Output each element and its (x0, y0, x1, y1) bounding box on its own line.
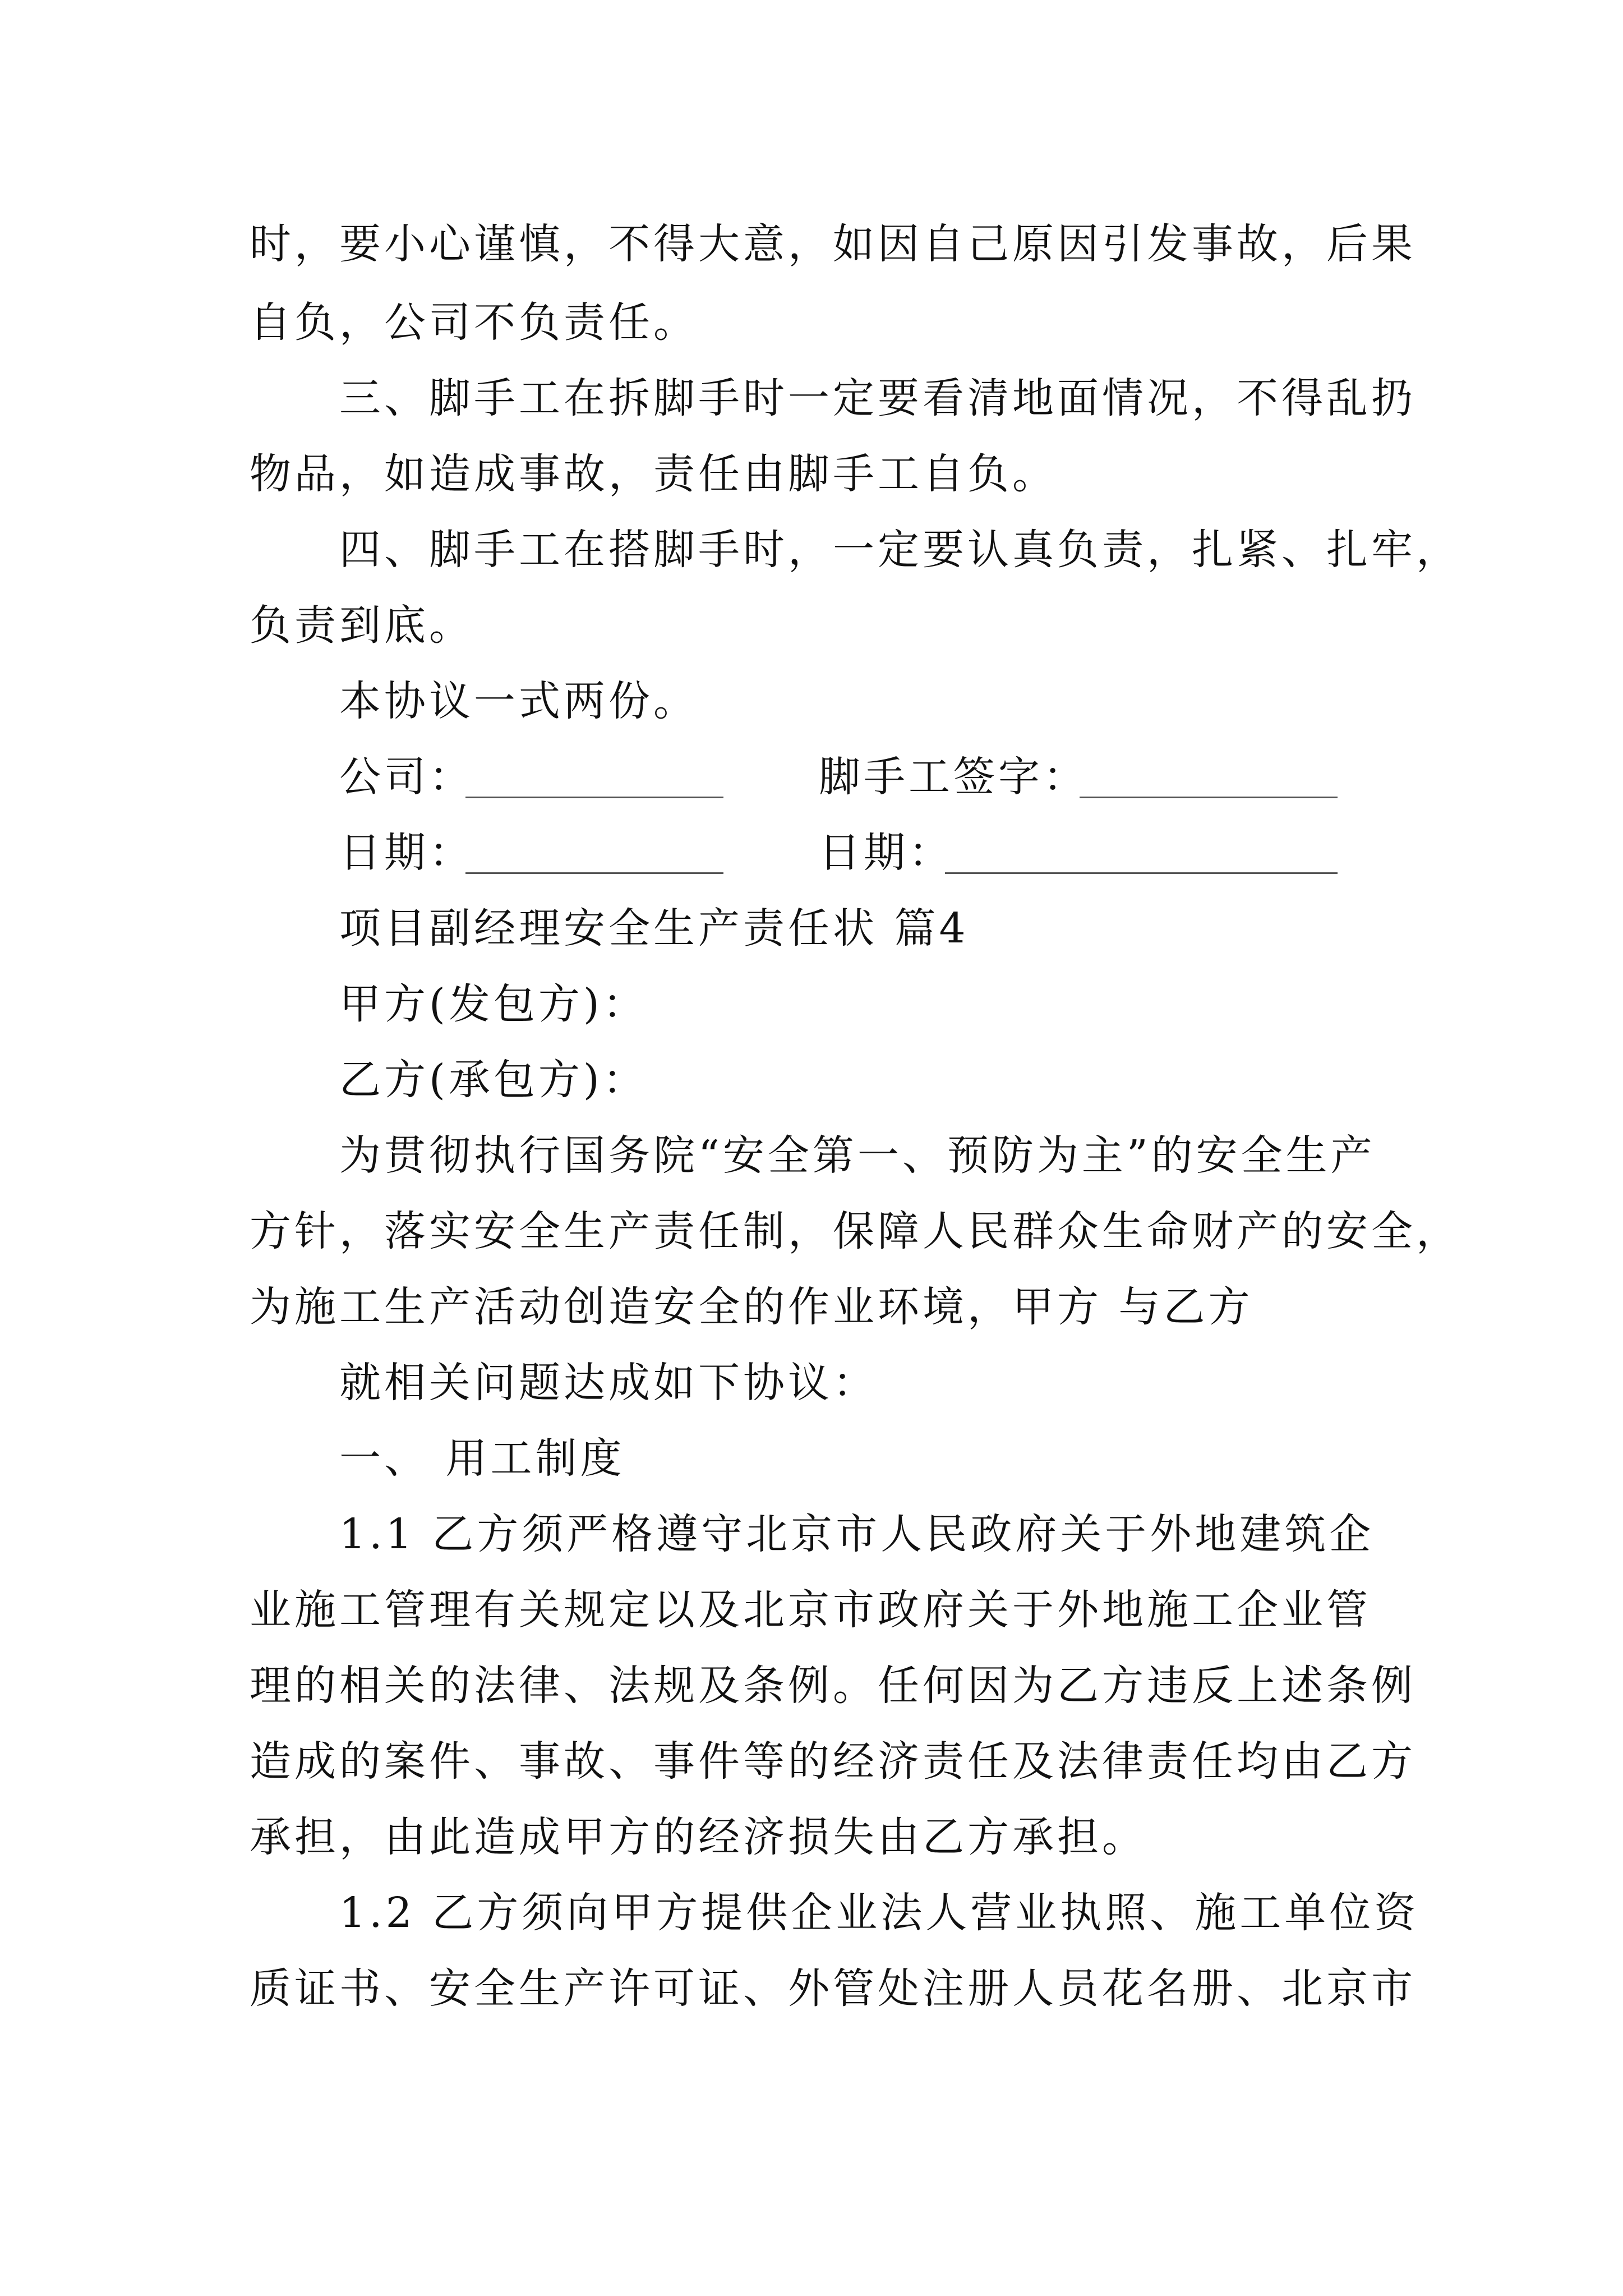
text-line: 物品，如造成事故，责任由脚手工自负。 (250, 450, 1057, 498)
body-line: 质证书、安全生产许可证、外管处注册人员花名册、北京市 (250, 1964, 1416, 2013)
worker-signature-label: 脚手工签字： (819, 753, 1088, 801)
date-line-right (945, 872, 1338, 874)
date-label-left: 日期： (339, 829, 474, 877)
party-a-label: 甲方(发包方)： (339, 980, 648, 1028)
body-line: 理的相关的法律、法规及条例。任何因为乙方违反上述条例 (250, 1662, 1416, 1710)
worker-signature-line (1080, 797, 1338, 798)
clause-heading: 一、 用工制度 (339, 1434, 625, 1483)
text-line: 自负，公司不负责任。 (250, 298, 698, 347)
body-line: 方针，落实安全生产责任制，保障人民群众生命财产的安全， (250, 1207, 1461, 1255)
text-line: 时，要小心谨慎，不得大意，如因自己原因引发事故，后果 (250, 220, 1416, 268)
body-line: 造成的案件、事故、事件等的经济责任及法律责任均由乙方 (250, 1737, 1416, 1786)
text-line: 负责到底。 (250, 601, 474, 650)
section-title: 项目副经理安全生产责任状 篇4 (339, 904, 969, 953)
body-line: 为施工生产活动创造安全的作业环境，甲方 与乙方 (250, 1283, 1253, 1331)
body-line: 就相关问题达成如下协议： (339, 1359, 878, 1407)
company-signature-line (465, 797, 723, 798)
company-label: 公司： (339, 753, 474, 801)
paragraph-item-three: 三、脚手工在拆脚手时一定要看清地面情况，不得乱扔 (339, 374, 1416, 422)
paragraph-item-four: 四、脚手工在搭脚手时，一定要认真负责，扎紧、扎牢， (339, 526, 1461, 574)
date-line-left (465, 872, 723, 874)
clause-1-1: 1.1 乙方须严格遵守北京市人民政府关于外地建筑企 (339, 1510, 1375, 1558)
clause-1-2: 1.2 乙方须向甲方提供企业法人营业执照、施工单位资 (339, 1889, 1419, 1937)
party-b-label: 乙方(承包方)： (339, 1056, 648, 1104)
body-line: 承担，由此造成甲方的经济损失由乙方承担。 (250, 1813, 1147, 1861)
copies-statement: 本协议一式两份。 (339, 677, 698, 725)
body-line: 为贯彻执行国务院“安全第一、预防为主”的安全生产 (339, 1131, 1376, 1180)
body-line: 业施工管理有关规定以及北京市政府关于外地施工企业管 (250, 1586, 1371, 1634)
date-label-right: 日期： (819, 829, 953, 877)
